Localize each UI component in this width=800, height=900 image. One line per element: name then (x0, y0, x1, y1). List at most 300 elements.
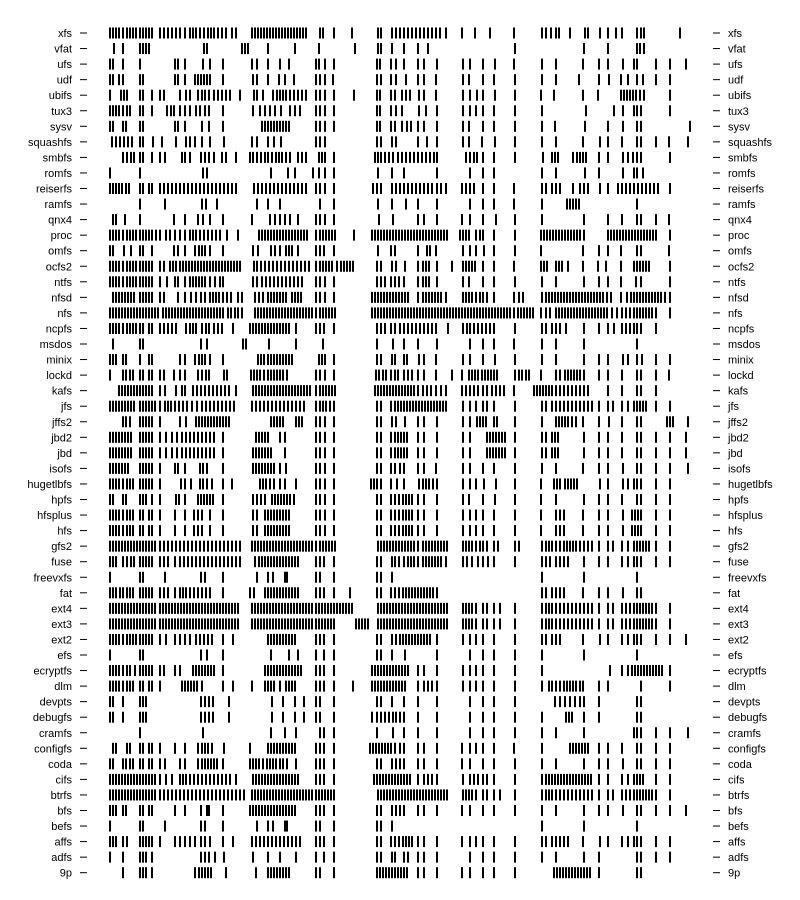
strip-mark (324, 789, 326, 800)
strip-mark (640, 478, 642, 489)
strip-mark (275, 401, 277, 412)
strip-mark (376, 867, 378, 878)
strip-mark (633, 292, 635, 303)
strip-mark (319, 136, 321, 147)
strip-mark (395, 230, 397, 241)
strip-mark (109, 463, 111, 474)
strip-mark (352, 681, 354, 692)
row-label-left: debugfs (32, 712, 72, 725)
strip-mark (548, 603, 550, 614)
strip-mark (423, 432, 425, 443)
strip-mark (598, 789, 600, 800)
strip-mark (599, 292, 601, 303)
strip-mark (227, 789, 229, 800)
strip-mark (434, 541, 436, 552)
strip-mark (217, 28, 219, 39)
strip-mark (578, 774, 580, 785)
strip-mark (109, 603, 111, 614)
strip-mark (621, 836, 623, 847)
strip-mark (390, 525, 392, 536)
strip-mark (569, 681, 571, 692)
strip-mark (315, 276, 317, 287)
strip-mark (569, 28, 571, 39)
strip-mark (201, 758, 203, 769)
strip-mark (249, 323, 251, 334)
strip-mark (378, 370, 380, 381)
strip-mark (657, 183, 659, 194)
strip-mark (222, 572, 224, 583)
strip-mark (223, 556, 225, 567)
strip-mark (151, 587, 153, 598)
strip-mark (428, 603, 430, 614)
strip-mark (194, 354, 196, 365)
strip-mark (655, 385, 657, 396)
strip-mark (279, 805, 281, 816)
strip-mark (222, 665, 224, 676)
strip-mark (261, 385, 263, 396)
strip-mark (200, 339, 202, 350)
strip-mark (174, 836, 176, 847)
strip-mark (607, 152, 609, 163)
strip-mark (122, 276, 124, 287)
strip-mark (482, 385, 484, 396)
strip-mark (229, 401, 231, 412)
strip-mark (380, 712, 382, 723)
strip-mark (288, 743, 290, 754)
strip-mark (414, 587, 416, 598)
strip-mark (403, 743, 405, 754)
strip-mark (333, 478, 335, 489)
strip-mark (290, 789, 292, 800)
strip-mark (273, 136, 275, 147)
strip-mark (217, 401, 219, 412)
strip-mark (672, 416, 674, 427)
strip-mark (185, 587, 187, 598)
strip-mark (115, 556, 117, 567)
strip-mark (276, 774, 278, 785)
strip-mark (482, 276, 484, 287)
strip-mark (636, 821, 638, 832)
strip-mark (621, 634, 623, 645)
strip-mark (586, 867, 588, 878)
strip-mark (417, 696, 419, 707)
strip-mark (191, 541, 193, 552)
strip-mark (468, 261, 470, 272)
strip-mark (148, 307, 150, 318)
strip-mark (408, 634, 410, 645)
strip-mark (118, 401, 120, 412)
strip-mark (261, 432, 263, 443)
strip-mark (417, 152, 419, 163)
strip-mark (209, 447, 211, 458)
strip-mark (269, 276, 271, 287)
strip-mark (174, 307, 176, 318)
strip-mark (386, 541, 388, 552)
strip-mark (145, 696, 147, 707)
strip-mark (607, 230, 609, 241)
strip-mark (566, 292, 568, 303)
strip-mark (215, 292, 217, 303)
strip-mark (405, 587, 407, 598)
strip-mark (402, 634, 404, 645)
strip-mark (264, 463, 266, 474)
strip-mark (469, 665, 471, 676)
strip-mark (636, 712, 638, 723)
strip-mark (482, 401, 484, 412)
strip-mark (436, 59, 438, 70)
strip-mark (267, 681, 269, 692)
strip-mark (607, 789, 609, 800)
strip-mark (639, 618, 641, 629)
strip-mark (475, 401, 477, 412)
strip-mark (461, 743, 463, 754)
strip-mark (260, 494, 262, 505)
strip-mark (264, 805, 266, 816)
strip-mark (489, 28, 491, 39)
strip-mark (203, 74, 205, 85)
strip-mark (575, 385, 577, 396)
row-label-left: hfsplus (37, 510, 72, 523)
strip-mark (184, 152, 186, 163)
strip-mark (405, 525, 407, 536)
row-label-right: omfs (728, 245, 752, 258)
strip-mark (267, 556, 269, 567)
strip-mark (374, 681, 376, 692)
strip-mark (270, 727, 272, 738)
strip-mark (112, 74, 114, 85)
strip-mark (206, 167, 208, 178)
strip-mark (256, 821, 258, 832)
strip-mark (383, 541, 385, 552)
strip-mark (315, 447, 317, 458)
strip-mark (333, 821, 335, 832)
strip-mark (122, 867, 124, 878)
strip-mark (333, 90, 335, 101)
strip-mark (633, 105, 635, 116)
strip-mark (125, 758, 127, 769)
strip-mark (124, 385, 126, 396)
strip-mark (109, 836, 111, 847)
strip-mark (261, 183, 263, 194)
strip-mark (636, 307, 638, 318)
strip-mark (559, 618, 561, 629)
strip-mark (583, 603, 585, 614)
strip-mark (267, 587, 269, 598)
strip-mark (267, 867, 269, 878)
strip-mark (482, 665, 484, 676)
strip-mark (129, 478, 131, 489)
strip-mark (264, 323, 266, 334)
strip-mark (172, 261, 174, 272)
strip-mark (518, 541, 520, 552)
strip-mark (285, 354, 287, 365)
strip-mark (636, 152, 638, 163)
strip-mark (139, 276, 141, 287)
strip-mark (411, 836, 413, 847)
strip-mark (288, 556, 290, 567)
strip-mark (636, 774, 638, 785)
strip-mark (621, 385, 623, 396)
strip-mark (198, 867, 200, 878)
strip-mark (279, 867, 281, 878)
strip-mark (333, 447, 335, 458)
strip-mark (397, 370, 399, 381)
strip-mark (122, 43, 124, 54)
strip-mark (425, 603, 427, 614)
strip-mark (206, 463, 208, 474)
strip-mark (633, 401, 635, 412)
strip-mark (543, 261, 545, 272)
strip-mark (559, 789, 561, 800)
strip-mark (376, 556, 378, 567)
strip-mark (127, 789, 129, 800)
strip-mark (142, 541, 144, 552)
strip-mark (109, 183, 111, 194)
strip-mark (324, 478, 326, 489)
strip-mark (205, 447, 207, 458)
strip-mark (145, 541, 147, 552)
strip-mark (142, 121, 144, 132)
strip-mark (258, 230, 260, 241)
strip-mark (308, 307, 310, 318)
strip-mark (231, 603, 233, 614)
strip-mark (541, 634, 543, 645)
strip-mark (198, 618, 200, 629)
strip-mark (319, 805, 321, 816)
strip-mark (139, 401, 141, 412)
strip-mark (582, 416, 584, 427)
strip-mark (139, 665, 141, 676)
strip-mark (621, 307, 623, 318)
strip-mark (587, 618, 589, 629)
strip-mark (294, 743, 296, 754)
strip-mark (179, 28, 181, 39)
strip-mark (333, 463, 335, 474)
strip-mark (279, 743, 281, 754)
strip-mark (555, 603, 557, 614)
strip-mark (139, 572, 141, 583)
strip-mark (129, 758, 131, 769)
strip-mark (640, 836, 642, 847)
strip-mark (251, 618, 253, 629)
strip-mark (203, 494, 205, 505)
strip-mark (423, 743, 425, 754)
strip-mark (435, 463, 437, 474)
strip-mark (564, 696, 566, 707)
strip-mark (334, 541, 336, 552)
strip-mark (354, 43, 356, 54)
strip-mark (482, 727, 484, 738)
strip-mark (545, 307, 547, 318)
strip-mark (255, 463, 257, 474)
strip-mark (318, 618, 320, 629)
strip-mark (132, 276, 134, 287)
strip-mark (181, 681, 183, 692)
strip-mark (376, 712, 378, 723)
row-label-left: efs (57, 650, 72, 662)
strip-mark (124, 463, 126, 474)
strip-mark (282, 416, 284, 427)
strip-mark (406, 447, 408, 458)
strip-mark (567, 603, 569, 614)
strip-mark (636, 385, 638, 396)
strip-mark (336, 261, 338, 272)
strip-mark (655, 323, 657, 334)
row-label-right: debugfs (728, 712, 768, 725)
strip-mark (284, 28, 286, 39)
strip-mark (201, 307, 203, 318)
strip-mark (655, 463, 657, 474)
strip-mark (115, 307, 117, 318)
strip-mark (541, 292, 543, 303)
strip-mark (482, 230, 484, 241)
strip-mark (270, 556, 272, 567)
strip-mark (208, 121, 210, 132)
strip-mark (469, 463, 471, 474)
strip-mark (432, 587, 434, 598)
strip-mark (122, 416, 124, 427)
row-label-right: romfs (728, 167, 756, 180)
strip-mark (252, 105, 254, 116)
strip-mark (118, 789, 120, 800)
strip-mark (579, 183, 581, 194)
strip-mark (482, 556, 484, 567)
strip-mark (272, 28, 274, 39)
strip-mark (633, 727, 635, 738)
strip-mark (334, 307, 336, 318)
strip-mark (415, 401, 417, 412)
strip-mark (333, 867, 335, 878)
strip-mark (252, 74, 254, 85)
strip-mark (171, 28, 173, 39)
strip-mark (139, 447, 141, 458)
strip-mark (174, 276, 176, 287)
strip-mark (557, 432, 559, 443)
strip-mark (479, 307, 481, 318)
strip-mark (377, 789, 379, 800)
strip-mark (142, 634, 144, 645)
strip-mark (376, 261, 378, 272)
row-label-right: coda (728, 758, 752, 771)
strip-mark (287, 603, 289, 614)
strip-mark (324, 59, 326, 70)
strip-mark (417, 805, 419, 816)
strip-mark (112, 28, 114, 39)
strip-mark (282, 323, 284, 334)
strip-mark (376, 478, 378, 489)
strip-mark (435, 370, 437, 381)
strip-mark (384, 743, 386, 754)
strip-mark (655, 665, 657, 676)
strip-mark (380, 136, 382, 147)
strip-mark (436, 587, 438, 598)
strip-mark (469, 167, 471, 178)
strip-mark (555, 230, 557, 241)
strip-mark (541, 199, 543, 210)
strip-mark (576, 152, 578, 163)
strip-mark (223, 183, 225, 194)
strip-mark (559, 681, 561, 692)
strip-mark (271, 712, 273, 723)
strip-mark (477, 370, 479, 381)
row-label-right: hfsplus (728, 510, 763, 523)
strip-mark (272, 572, 274, 583)
strip-mark (415, 323, 417, 334)
strip-mark (469, 214, 471, 225)
strip-mark (224, 261, 226, 272)
strip-mark (115, 743, 117, 754)
strip-mark (118, 774, 120, 785)
strip-mark (377, 541, 379, 552)
strip-mark (411, 370, 413, 381)
strip-mark (118, 292, 120, 303)
strip-mark (655, 307, 657, 318)
strip-mark (546, 230, 548, 241)
strip-mark (127, 774, 129, 785)
strip-mark (551, 681, 553, 692)
strip-mark (112, 230, 114, 241)
strip-mark (403, 447, 405, 458)
strip-mark (109, 805, 111, 816)
strip-mark (583, 214, 585, 225)
strip-mark (219, 789, 221, 800)
strip-mark (233, 261, 235, 272)
strip-mark (642, 292, 644, 303)
strip-mark (225, 152, 227, 163)
strip-mark (440, 789, 442, 800)
strip-mark (139, 696, 141, 707)
strip-mark (559, 478, 561, 489)
strip-mark (273, 743, 275, 754)
strip-mark (145, 789, 147, 800)
strip-mark (270, 292, 272, 303)
strip-mark (315, 789, 317, 800)
strip-mark (179, 774, 181, 785)
strip-mark (598, 603, 600, 614)
strip-mark (493, 743, 495, 754)
strip-mark (622, 167, 624, 178)
strip-mark (281, 541, 283, 552)
strip-mark (319, 821, 321, 832)
strip-mark (159, 276, 161, 287)
strip-mark (148, 478, 150, 489)
strip-mark (121, 789, 123, 800)
strip-mark (482, 603, 484, 614)
strip-mark (471, 292, 473, 303)
strip-mark (263, 370, 265, 381)
strip-mark (291, 292, 293, 303)
strip-mark (339, 603, 341, 614)
strip-mark (622, 121, 624, 132)
strip-mark (555, 59, 557, 70)
strip-mark (593, 292, 595, 303)
strip-mark (562, 867, 564, 878)
strip-mark (325, 307, 327, 318)
strip-mark (260, 307, 262, 318)
strip-mark (389, 292, 391, 303)
row-label-left: ext2 (51, 634, 72, 647)
row-label-right: minix (728, 354, 754, 367)
strip-mark (213, 90, 215, 101)
strip-mark (422, 603, 424, 614)
strip-mark (271, 836, 273, 847)
strip-mark (171, 541, 173, 552)
strip-mark (407, 28, 409, 39)
strip-mark (142, 136, 144, 147)
strip-mark (579, 618, 581, 629)
strip-mark (159, 152, 161, 163)
strip-mark (121, 385, 123, 396)
